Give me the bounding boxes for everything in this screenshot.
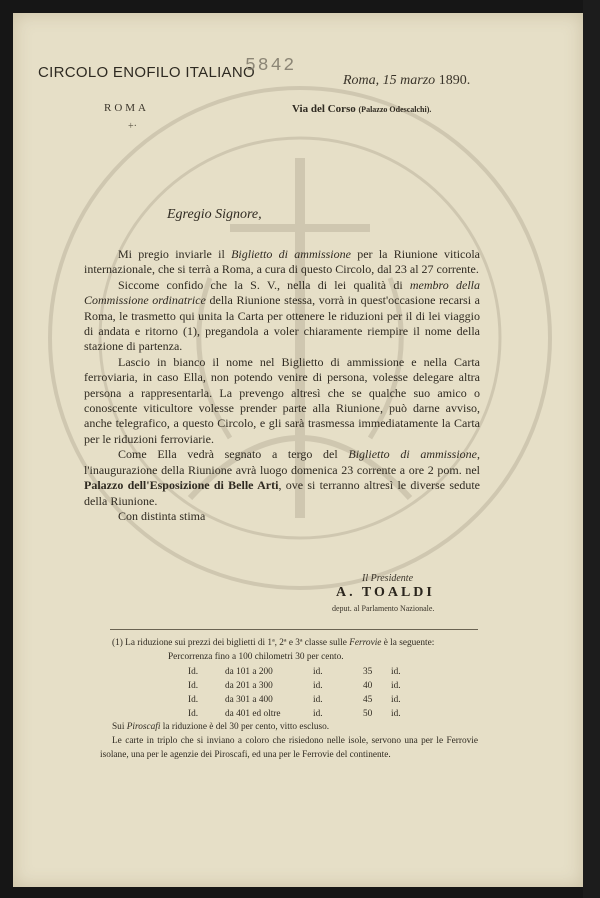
table-row: [100, 666, 401, 680]
footnote-intro-a: (1) La riduzione sui prezzi dei biglietti di 1ª, 2ª e 3ª classe sulle: [112, 638, 350, 648]
rate-cell-d: 35: [363, 667, 373, 678]
rates-table: [100, 666, 401, 721]
rate-cell-c: id.: [313, 681, 323, 692]
piroscafi-b: la riduzione è del 30 per cento, vitto escluso.: [160, 722, 330, 733]
p4-text-a: Come Ella vedrà segnato a tergo del: [118, 447, 349, 462]
footnote-piroscafi: [100, 721, 478, 735]
paragraph-1: [84, 247, 480, 278]
rate-cell-a: Id.: [188, 667, 199, 678]
ornament-mark: +·: [128, 121, 137, 132]
rate-cell-c: id.: [313, 708, 323, 719]
signature-role: deput. al Parlamento Nazionale.: [332, 604, 435, 613]
footnote-intro-b: è la seguente:: [381, 638, 435, 648]
piroscafi-a: Sui: [112, 722, 127, 733]
letter-date: [343, 73, 470, 89]
footnote-intro-italic: Ferrovie: [349, 638, 382, 648]
p4-text-c: , ove si terranno altresì le diverse sedute della Riunione.: [84, 478, 480, 508]
rate-cell-b: da 301 a 400: [225, 694, 273, 705]
paragraph-2: [84, 278, 480, 355]
p1-text-b: per la Riunione viticola internazionale, che si terrà a Roma, a cura di questo Circolo, dal 23 al 27 corrente.: [84, 247, 481, 277]
letter-body: [84, 247, 480, 524]
rates-first-row: Percorrenza fino a 100 chilometri 30 per cento.: [168, 651, 344, 662]
footnote-closing: Le carte in triplo che si inviano a coloro che risiedono nelle isole, servono una per le Ferrovie isolane, una per le agenzie dei Piroscafi, ed una per le Ferrovie del continente.: [100, 735, 478, 760]
p1-text-a: Mi pregio inviarle il: [118, 247, 232, 261]
rate-cell-d: 40: [363, 681, 373, 692]
piroscafi-italic: Piroscafi: [126, 722, 161, 733]
date-year: 1890.: [438, 73, 471, 88]
street-address: [292, 103, 431, 115]
salutation: Egregio Signore,: [167, 207, 262, 222]
rate-cell-b: da 401 ed oltre: [225, 708, 281, 719]
paragraph-4: [84, 447, 480, 509]
rate-cell-a: Id.: [188, 708, 199, 719]
footnote-intro: [100, 637, 478, 651]
address-note: (Palazzo Odescalchi).: [358, 105, 432, 114]
signature-name: A. TOALDI: [336, 585, 435, 600]
table-row: [100, 694, 401, 708]
paragraph-3: Lascio in bianco il nome nel Biglietto di ammissione e nella Carta ferroviaria, in caso Ella, non potendo venire di persona, volesse delegare altra persona a rappresentarla. La prevengo altresì che se qualche suo amico o conoscente viticultore volesse prender parte alla Riunione, può darne avviso, anche telegrafico, a questo Circolo, e gli sarà trasmessa immediatamente la Carta per le riduzioni ferroviarie.: [84, 354, 480, 446]
p4-text-bold: Palazzo dell'Esposizione di Belle Arti: [84, 478, 279, 493]
p4-text-italic: Biglietto di ammissione: [348, 447, 478, 462]
date-place: Roma,: [343, 73, 380, 88]
rate-cell-b: da 101 a 200: [225, 667, 273, 678]
p4-text-b: , l'inaugurazione della Riunione avrà luogo domenica 23 corrente a ore 2 pom. nel: [84, 447, 481, 477]
rate-cell-d: 50: [363, 708, 373, 719]
rate-cell-d: 45: [363, 694, 373, 705]
address-street: Via del Corso: [292, 103, 356, 115]
rate-cell-a: Id.: [188, 681, 199, 692]
paragraph-closing: Con distinta stima: [118, 508, 206, 523]
city-label: ROMA: [104, 102, 150, 114]
rate-cell-a: Id.: [188, 694, 199, 705]
rate-cell-c: id.: [313, 667, 323, 678]
rate-cell-e: id.: [391, 667, 401, 678]
table-row: [100, 680, 401, 694]
footnote: [100, 637, 478, 762]
date-day-month: 15 marzo: [382, 73, 436, 88]
footnote-divider: [110, 629, 478, 630]
rate-cell-e: id.: [391, 708, 401, 719]
rate-cell-c: id.: [313, 694, 323, 705]
signature-title: Il Presidente: [362, 573, 414, 584]
p2-text-b: della Riunione stessa, vorrà in quest'occasione recarsi a Roma, le trasmetto qui unita la Carta per ottenere le riduzioni per il di lei viaggio di andata e ritorno (1), pregandola a voler chiaramente riempire il nome della stazione di partenza.: [84, 293, 480, 354]
table-row: [100, 708, 401, 722]
rate-cell-b: da 201 a 300: [225, 681, 273, 692]
p1-text-italic: Biglietto di ammissione: [231, 247, 351, 261]
scan-edge: [583, 0, 600, 898]
rate-cell-e: id.: [391, 694, 401, 705]
rate-cell-e: id.: [391, 681, 401, 692]
archive-stamp-number: 5842: [245, 56, 297, 76]
organization-name: CIRCOLO ENOFILO ITALIANO: [38, 64, 255, 81]
p2-text-italic: membro della Commissione ordinatrice: [84, 277, 480, 308]
p2-text-a: Siccome confido che la S. V., nella di lei qualità di: [118, 277, 410, 292]
